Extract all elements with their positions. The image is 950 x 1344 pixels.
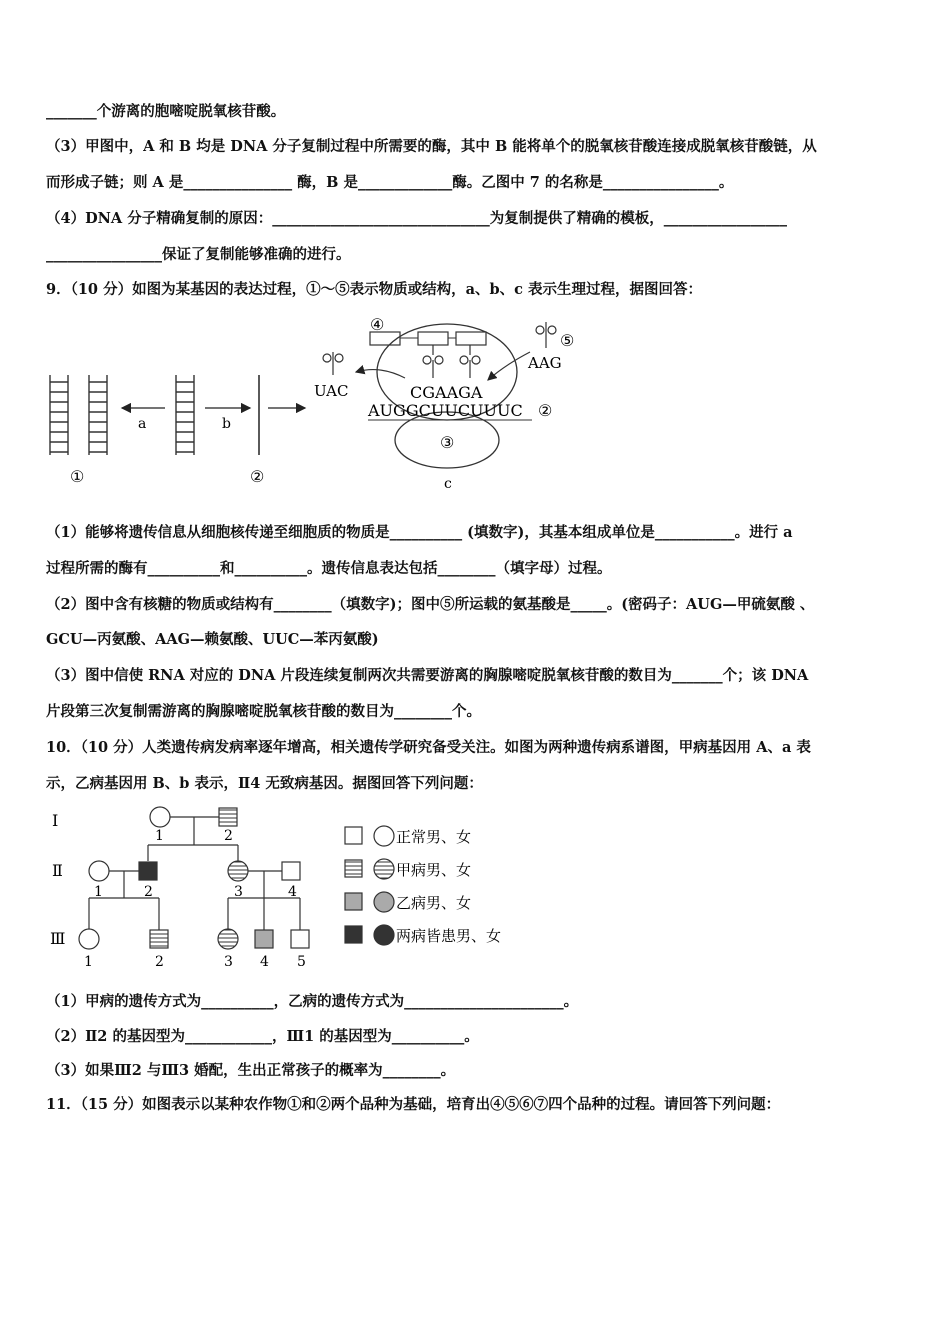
anticodon-left: UAC bbox=[314, 382, 349, 400]
q9-title: 9．（10 分）如图为某基因的表达过程，①～⑤表示物质或结构，a、b、c 表示生理过程，据图回答： bbox=[46, 281, 702, 298]
II1-normal-female bbox=[89, 861, 109, 881]
legend-normal: 正常男、女 bbox=[396, 828, 472, 846]
III1-normal-female bbox=[79, 929, 99, 949]
III3-jia-female bbox=[218, 929, 238, 949]
num2-left: ② bbox=[250, 467, 265, 486]
III2-jia-male bbox=[150, 930, 168, 948]
label-a: a bbox=[138, 416, 147, 432]
num2-right: ② bbox=[538, 401, 553, 420]
III4-yi-male bbox=[255, 930, 273, 948]
I2-jia-male bbox=[219, 808, 237, 826]
gen-label-3: Ⅲ bbox=[50, 929, 66, 948]
svg-text:1: 1 bbox=[155, 828, 164, 844]
anticodon-right: AAG bbox=[528, 354, 562, 372]
q8-p4-line1: （4）DNA 分子精确复制的原因：______________________________为复制提供了精确的模板，_________________ bbox=[46, 210, 787, 227]
q11-title: 11．（15 分）如图表示以某种农作物①和②两个品种为基础，培育出④⑤⑥⑦四个品种的过程。请回答下列问题： bbox=[46, 1096, 781, 1113]
gen-label-1: Ⅰ bbox=[52, 811, 59, 830]
II4-normal-male bbox=[282, 862, 300, 880]
pedigree-legend bbox=[345, 826, 394, 945]
q9-p3-line2: 片段第三次复制需游离的胸腺嘧啶脱氧核苷酸的数目为________个。 bbox=[46, 703, 481, 720]
q8-line1: _______个游离的胞嘧啶脱氧核苷酸。 bbox=[46, 103, 286, 120]
I1-normal-female bbox=[150, 807, 170, 827]
svg-text:1: 1 bbox=[84, 954, 93, 970]
q9-p1-line2: 过程所需的酶有__________和__________。遗传信息表达包括________（填字母）过程。 bbox=[46, 560, 612, 577]
q9-p1-line1: （1）能够将遗传信息从细胞核传递至细胞质的物质是__________ (填数字)，其基本组成单位是___________。进行 a bbox=[46, 524, 793, 541]
svg-text:1: 1 bbox=[94, 884, 103, 900]
label-b: b bbox=[222, 416, 231, 432]
mrna-sequence: AUGGCUUCUUUC bbox=[368, 401, 523, 420]
num4: ④ bbox=[370, 315, 385, 334]
III5-normal-male bbox=[291, 930, 309, 948]
q8-p4-line2: ________________保证了复制能够准确的进行。 bbox=[46, 246, 351, 263]
svg-text:3: 3 bbox=[224, 954, 233, 970]
legend-both: 两病皆患男、女 bbox=[396, 927, 502, 945]
svg-text:2: 2 bbox=[155, 954, 164, 970]
q10-p3: （3）如果Ⅲ2 与Ⅲ3 婚配，生出正常孩子的概率为________。 bbox=[46, 1062, 456, 1079]
trna-codons: CGAAGA bbox=[410, 383, 483, 402]
q10-title-line2: 示，乙病基因用 B、b 表示，Ⅱ4 无致病基因。据图回答下列问题： bbox=[46, 775, 483, 792]
legend-yi: 乙病男、女 bbox=[396, 894, 472, 912]
svg-text:3: 3 bbox=[234, 884, 243, 900]
svg-text:5: 5 bbox=[297, 954, 306, 970]
num1: ① bbox=[70, 467, 85, 486]
q9-p2-line2: GCU—丙氨酸、AAG—赖氨酸、UUC—苯丙氨酸) bbox=[46, 631, 379, 648]
svg-text:4: 4 bbox=[288, 884, 297, 900]
legend-jia: 甲病男、女 bbox=[396, 861, 472, 879]
II2-both-male bbox=[139, 862, 157, 880]
q9-p2-line1: （2）图中含有核糖的物质或结构有________（填数字)；图中⑤所运载的氨基酸是_____。(密码子：AUG—甲硫氨酸 、 bbox=[46, 596, 815, 613]
q8-p3-line2: 而形成子链；则 A 是_______________ 酶，B 是_____________酶。乙图中 7 的名称是________________。 bbox=[46, 174, 734, 191]
q9-p3-line1: （3）图中信使 RNA 对应的 DNA 片段连续复制两次共需要游离的胸腺嘧啶脱氧核苷酸的数目为_______个；该 DNA bbox=[46, 667, 809, 684]
gen-label-2: Ⅱ bbox=[52, 861, 63, 880]
q10-title-line1: 10．（10 分）人类遗传病发病率逐年增高，相关遗传学研究备受关注。如图为两种遗传病系谱图，甲病基因用 A、a 表 bbox=[46, 739, 811, 756]
svg-text:2: 2 bbox=[224, 828, 233, 844]
svg-text:4: 4 bbox=[260, 954, 269, 970]
q10-p2: （2）Ⅱ2 的基因型为____________，Ⅲ1 的基因型为__________。 bbox=[46, 1028, 479, 1045]
num3: ③ bbox=[440, 433, 455, 452]
q8-p3-line1: （3）甲图中，A 和 B 均是 DNA 分子复制过程中所需要的酶，其中 B 能将单个的脱氧核苷酸连接成脱氧核苷酸链，从 bbox=[46, 138, 817, 155]
II3-jia-female bbox=[228, 861, 248, 881]
num5: ⑤ bbox=[560, 331, 575, 350]
label-c: c bbox=[444, 476, 452, 492]
svg-text:2: 2 bbox=[144, 884, 153, 900]
q10-p1: （1）甲病的遗传方式为__________，乙病的遗传方式为______________________。 bbox=[46, 993, 579, 1010]
